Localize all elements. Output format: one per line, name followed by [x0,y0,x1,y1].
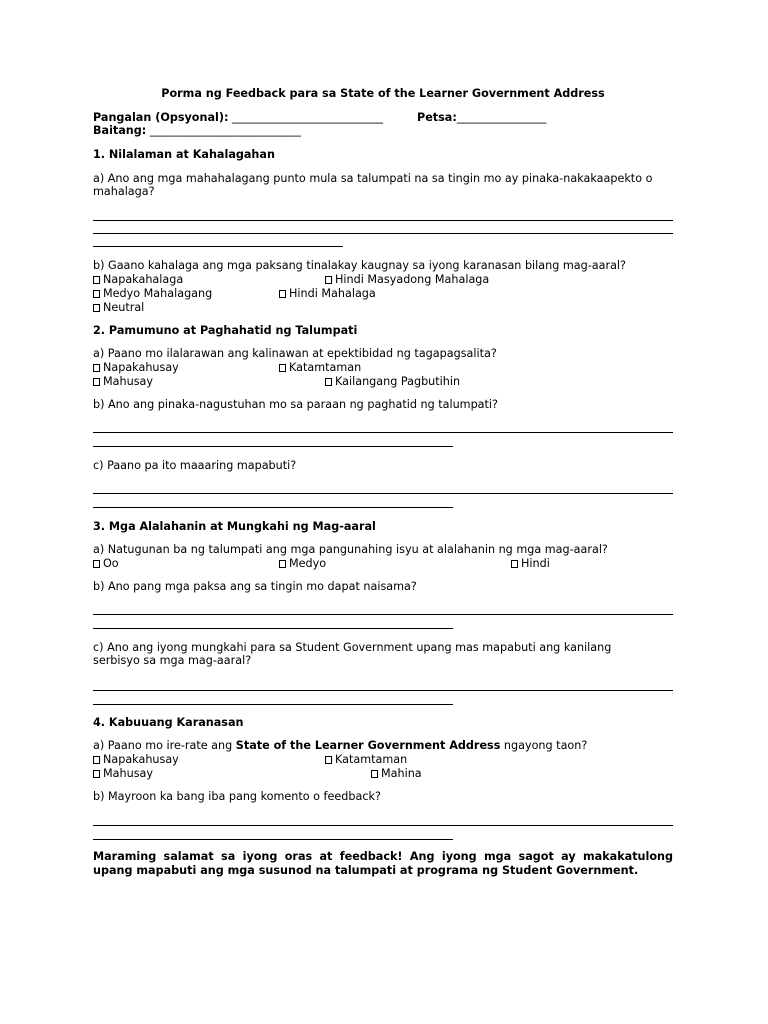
answer-line[interactable] [93,446,453,447]
answer-line[interactable] [93,825,673,826]
option-checkbox[interactable]: Hindi [511,557,550,570]
checkbox-icon [93,364,100,372]
option-checkbox[interactable]: Napakahusay [93,361,179,374]
checkbox-icon [93,276,100,284]
answer-line[interactable] [93,507,453,508]
section-3-heading: 3. Mga Alalahanin at Mungkahi ng Mag-aaral [93,520,376,533]
s2-question-a: a) Paano mo ilalarawan ang kalinawan at epektibidad ng tagapagsalita? [93,347,497,360]
date-label: Petsa: [417,111,457,124]
s2-question-b: b) Ano ang pinaka-nagustuhan mo sa paraan ng paghatid ng talumpati? [93,398,498,411]
option-checkbox[interactable]: Katamtaman [325,753,407,766]
option-checkbox[interactable]: Oo [93,557,119,570]
checkbox-icon [279,290,286,298]
checkbox-icon [325,276,332,284]
form-title: Porma ng Feedback para sa State of the Learner Government Address [161,87,605,100]
answer-line[interactable] [93,432,673,433]
answer-line[interactable] [93,246,343,247]
checkbox-icon [325,756,332,764]
checkbox-icon [279,560,286,568]
option-checkbox[interactable]: Neutral [93,301,144,314]
closing-message: Maraming salamat sa iyong oras at feedback! Ang iyong mga sagot ay makakatulong upang mapabuti ang mga susunod na talumpati at programa ng Student Government. [93,850,673,877]
date-field[interactable] [417,111,546,124]
s4-question-a: a) Paano mo ire-rate ang State of the Learner Government Address ngayong taon? [93,739,588,752]
section-2-heading: 2. Pamumuno at Paghahatid ng Talumpati [93,324,358,337]
option-checkbox[interactable]: Kailangang Pagbutihin [325,375,460,388]
section-1-heading: 1. Nilalaman at Kahalagahan [93,148,275,161]
option-checkbox[interactable]: Mahusay [93,767,153,780]
grade-field[interactable] [93,124,301,137]
date-blank: ________________ [456,111,547,124]
checkbox-icon [93,304,100,312]
option-checkbox[interactable]: Hindi Mahalaga [279,287,376,300]
option-checkbox[interactable]: Napakahalaga [93,273,183,286]
s3-question-b: b) Ano pang mga paksa ang sa tingin mo dapat naisama? [93,580,417,593]
answer-line[interactable] [93,233,673,234]
grade-label: Baitang: [93,124,147,137]
checkbox-icon [93,756,100,764]
option-checkbox[interactable]: Medyo [279,557,326,570]
option-checkbox[interactable]: Napakahusay [93,753,179,766]
name-label: Pangalan (Opsyonal): [93,111,229,124]
s1-question-b: b) Gaano kahalaga ang mga paksang tinalakay kaugnay sa iyong karanasan bilang mag-aaral? [93,259,626,272]
option-checkbox[interactable]: Mahina [371,767,422,780]
checkbox-icon [279,364,286,372]
answer-line[interactable] [93,628,453,629]
answer-line[interactable] [93,839,453,840]
s3-question-c: c) Ano ang iyong mungkahi para sa Student Government upang mas mapabuti ang kanilang serbisyo sa mga mag-aaral? [93,641,612,667]
section-4-heading: 4. Kabuuang Karanasan [93,716,244,729]
grade-blank: ___________________________ [149,124,301,137]
checkbox-icon [371,770,378,778]
s4-question-b: b) Mayroon ka bang iba pang komento o feedback? [93,790,381,803]
checkbox-icon [93,378,100,386]
s1-question-a: a) Ano ang mga mahahalagang punto mula sa talumpati na sa tingin mo ay pinaka-nakakaapekto o mahalaga? [93,172,653,198]
s3-question-a: a) Natugunan ba ng talumpati ang mga pangunahing isyu at alalahanin ng mga mag-aaral? [93,543,608,556]
answer-line[interactable] [93,690,673,691]
checkbox-icon [325,378,332,386]
checkbox-icon [93,290,100,298]
answer-line[interactable] [93,220,673,221]
event-name: State of the Learner Government Address [235,739,501,752]
checkbox-icon [93,770,100,778]
option-checkbox[interactable]: Medyo Mahalagang [93,287,212,300]
answer-line[interactable] [93,614,673,615]
checkbox-icon [511,560,518,568]
answer-line[interactable] [93,704,453,705]
option-checkbox[interactable]: Mahusay [93,375,153,388]
checkbox-icon [93,560,100,568]
s2-question-c: c) Paano pa ito maaaring mapabuti? [93,459,297,472]
answer-line[interactable] [93,493,673,494]
option-checkbox[interactable]: Hindi Masyadong Mahalaga [325,273,489,286]
option-checkbox[interactable]: Katamtaman [279,361,361,374]
name-field[interactable] [93,111,383,124]
name-blank: ___________________________ [231,111,384,124]
